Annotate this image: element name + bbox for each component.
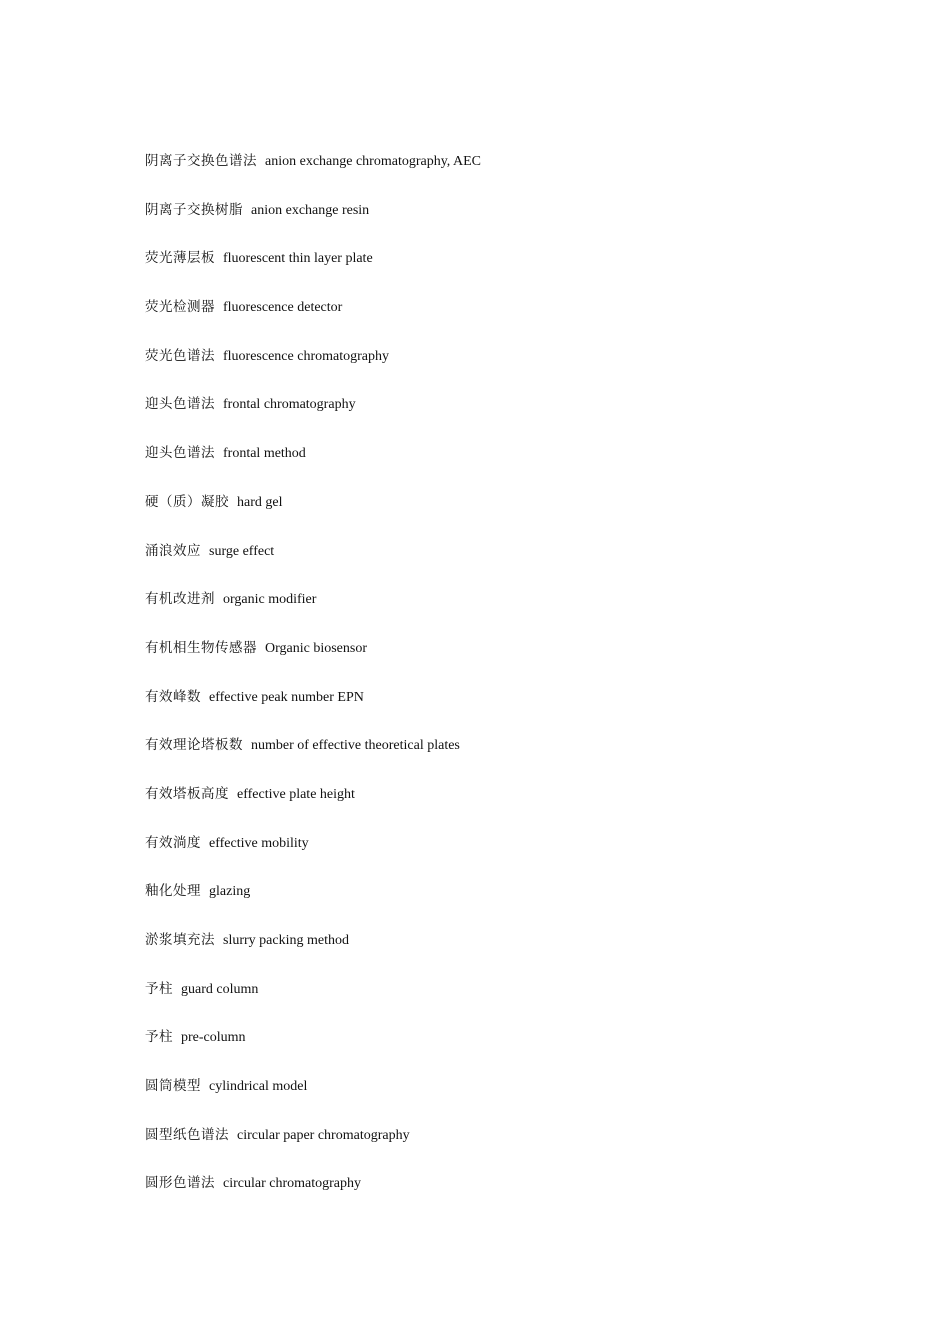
term-english: fluorescence chromatography <box>223 348 389 364</box>
glossary-list <box>145 150 845 1221</box>
glossary-entry <box>145 442 845 491</box>
glossary-entry <box>145 1124 845 1173</box>
term-chinese: 有效淌度 <box>145 834 201 851</box>
term-english: organic modifier <box>223 592 317 608</box>
term-chinese: 釉化处理 <box>145 883 201 900</box>
glossary-entry <box>145 929 845 978</box>
term-chinese: 涌浪效应 <box>145 542 201 559</box>
glossary-entry <box>145 150 845 199</box>
glossary-entry <box>145 296 845 345</box>
term-chinese: 荧光色谱法 <box>145 347 215 364</box>
term-english: pre-column <box>181 1030 246 1046</box>
glossary-entry <box>145 588 845 637</box>
term-chinese: 淤浆填充法 <box>145 932 215 948</box>
glossary-entry <box>145 1172 845 1221</box>
term-english: circular paper chromatography <box>237 1127 410 1143</box>
term-chinese: 有效塔板高度 <box>145 785 229 802</box>
term-chinese: 有效理论塔板数 <box>145 737 243 754</box>
glossary-entry <box>145 1075 845 1124</box>
term-english: cylindrical model <box>209 1079 308 1095</box>
term-english: anion exchange resin <box>251 202 370 218</box>
term-english: surge effect <box>209 543 275 559</box>
term-english: Organic biosensor <box>265 640 367 656</box>
term-english: guard column <box>181 981 259 997</box>
glossary-entry <box>145 393 845 442</box>
term-english: frontal method <box>223 446 306 462</box>
glossary-entry <box>145 345 845 394</box>
term-chinese: 阴离子交换树脂 <box>145 201 243 218</box>
term-chinese: 迎头色谱法 <box>145 445 215 462</box>
term-english: fluorescence detector <box>223 300 343 316</box>
glossary-entry <box>145 637 845 686</box>
term-english: effective mobility <box>209 835 309 851</box>
glossary-entry <box>145 832 845 881</box>
term-chinese: 迎头色谱法 <box>145 396 215 413</box>
term-chinese: 有机改进剂 <box>145 591 215 608</box>
term-chinese: 予柱 <box>145 1029 173 1046</box>
term-english: circular chromatography <box>223 1176 361 1192</box>
term-english: number of effective theoretical plates <box>251 738 460 754</box>
glossary-entry <box>145 491 845 540</box>
term-english: fluorescent thin layer plate <box>223 251 373 267</box>
glossary-entry <box>145 783 845 832</box>
term-chinese: 圆形色谱法 <box>145 1175 215 1192</box>
term-chinese: 阴离子交换色谱法 <box>145 153 257 169</box>
glossary-entry <box>145 199 845 248</box>
term-english: hard gel <box>237 494 283 510</box>
term-chinese: 有机相生物传感器 <box>145 639 257 656</box>
term-english: effective peak number EPN <box>209 689 364 705</box>
term-chinese: 圆型纸色谱法 <box>145 1126 229 1143</box>
term-english: glazing <box>209 884 251 900</box>
glossary-entry <box>145 734 845 783</box>
term-chinese: 硬（质）凝胶 <box>145 493 229 510</box>
term-chinese: 予柱 <box>145 980 173 997</box>
term-chinese: 荧光检测器 <box>145 299 215 316</box>
term-chinese: 荧光薄层板 <box>145 250 215 267</box>
term-english: effective plate height <box>237 786 355 802</box>
term-english: anion exchange chromatography, AEC <box>265 154 482 169</box>
glossary-entry <box>145 686 845 735</box>
term-english: slurry packing method <box>223 933 349 948</box>
glossary-entry <box>145 978 845 1027</box>
term-chinese: 圆筒模型 <box>145 1078 201 1095</box>
glossary-entry <box>145 540 845 589</box>
term-english: frontal chromatography <box>223 397 356 413</box>
glossary-entry <box>145 1026 845 1075</box>
glossary-entry <box>145 247 845 296</box>
term-chinese: 有效峰数 <box>145 688 201 705</box>
glossary-entry <box>145 880 845 929</box>
